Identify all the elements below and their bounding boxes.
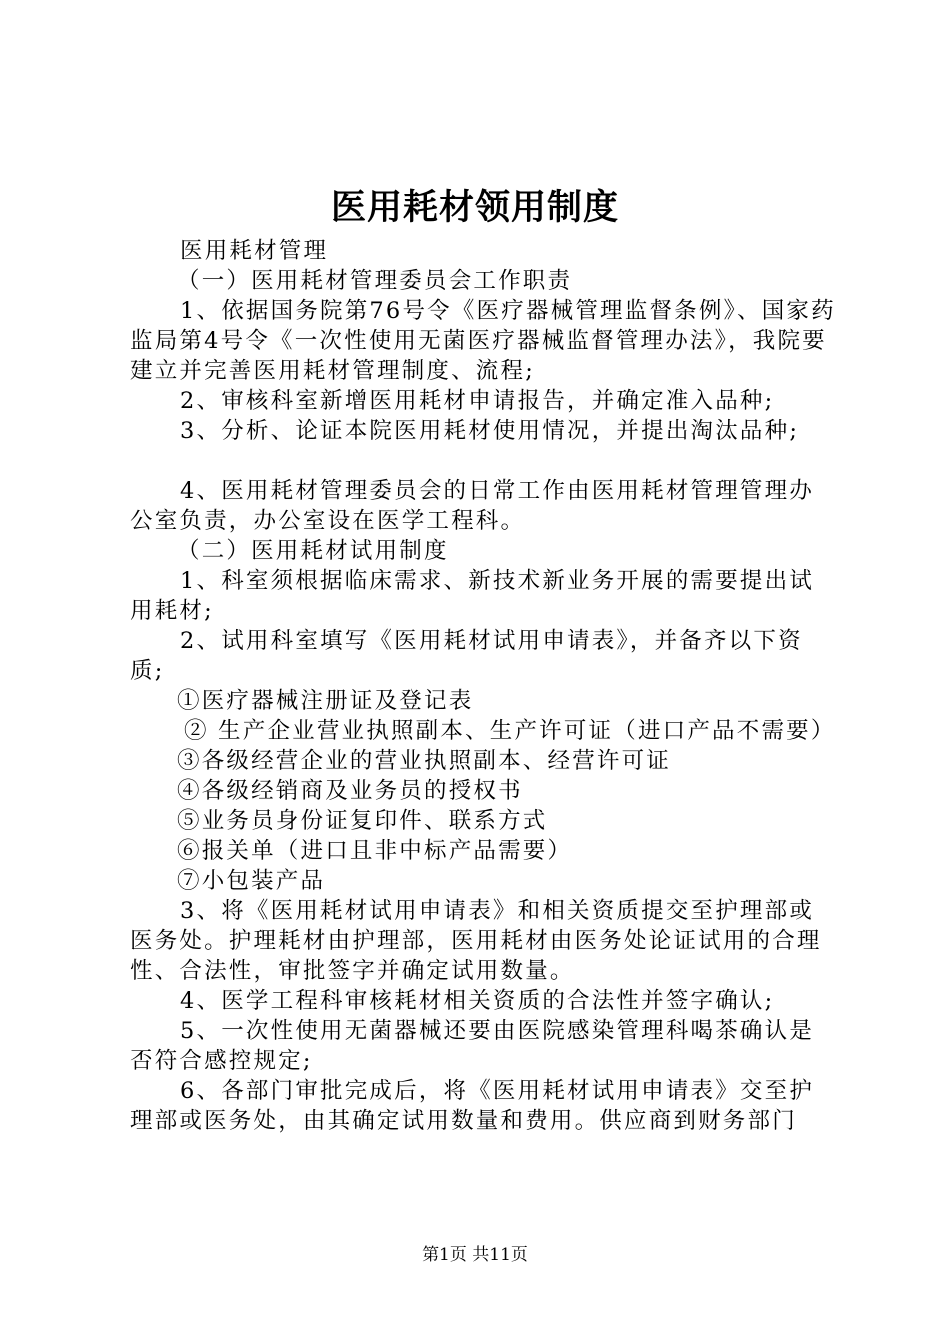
page-footer: 第1页 共11页 — [422, 1245, 528, 1265]
paragraph-item: 4、医学工程科审核耗材相关资质的合法性并签字确认; — [180, 988, 775, 1014]
paragraph-section-heading: 医用耗材管理 — [180, 238, 329, 264]
document-title: 医用耗材领用制度 — [330, 187, 619, 228]
paragraph-item: 6、各部门审批完成后，将《医用耗材试用申请表》交至护理部或医务处，由其确定试用数量和费用。供应商到财务部门 — [130, 1078, 815, 1134]
paragraph-subsection-2: （二）医用耗材试用制度 — [177, 538, 449, 564]
paragraph-item: 1、科室须根据临床需求、新技术新业务开展的需要提出试用耗材; — [130, 568, 815, 624]
paragraph-subsection-1: （一）医用耗材管理委员会工作职责 — [177, 268, 573, 294]
list-item: ⑥报关单（进口且非中标产品需要） — [177, 838, 573, 864]
paragraph-item: 3、将《医用耗材试用申请表》和相关资质提交至护理部或医务处。护理耗材由护理部，医用耗材由医务处论证试用的合理性、合法性，审批签字并确定试用数量。 — [130, 898, 822, 984]
paragraph-item: 5、一次性使用无菌器械还要由医院感染管理科喝茶确认是否符合感控规定; — [130, 1018, 815, 1074]
list-item: ⑤业务员身份证复印件、联系方式 — [177, 808, 548, 834]
paragraph-item: 2、审核科室新增医用耗材申请报告，并确定准入品种; — [180, 388, 775, 414]
list-item: ③各级经营企业的营业执照副本、经营许可证 — [177, 748, 672, 774]
paragraph-item: 2、试用科室填写《医用耗材试用申请表》，并备齐以下资质; — [130, 628, 803, 684]
paragraph-gap — [130, 446, 836, 476]
list-item: ② 生产企业营业执照副本、生产许可证（进口产品不需要） — [184, 718, 836, 744]
list-item: ④各级经销商及业务员的授权书 — [177, 778, 523, 804]
paragraph-item: 3、分析、论证本院医用耗材使用情况，并提出淘汰品种; — [180, 418, 800, 444]
document-body — [130, 236, 836, 1136]
paragraph-item: 4、医用耗材管理委员会的日常工作由医用耗材管理管理办公室负责，办公室设在医学工程科。 — [130, 478, 815, 534]
list-item: ⑦小包装产品 — [177, 868, 326, 894]
list-item: ①医疗器械注册证及登记表 — [177, 688, 474, 714]
paragraph-item: 1、依据国务院第76号令《医疗器械管理监督条例》、国家药监局第4号令《一次性使用无菌医疗器械监督管理办法》，我院要建立并完善医用耗材管理制度、流程; — [130, 298, 836, 384]
